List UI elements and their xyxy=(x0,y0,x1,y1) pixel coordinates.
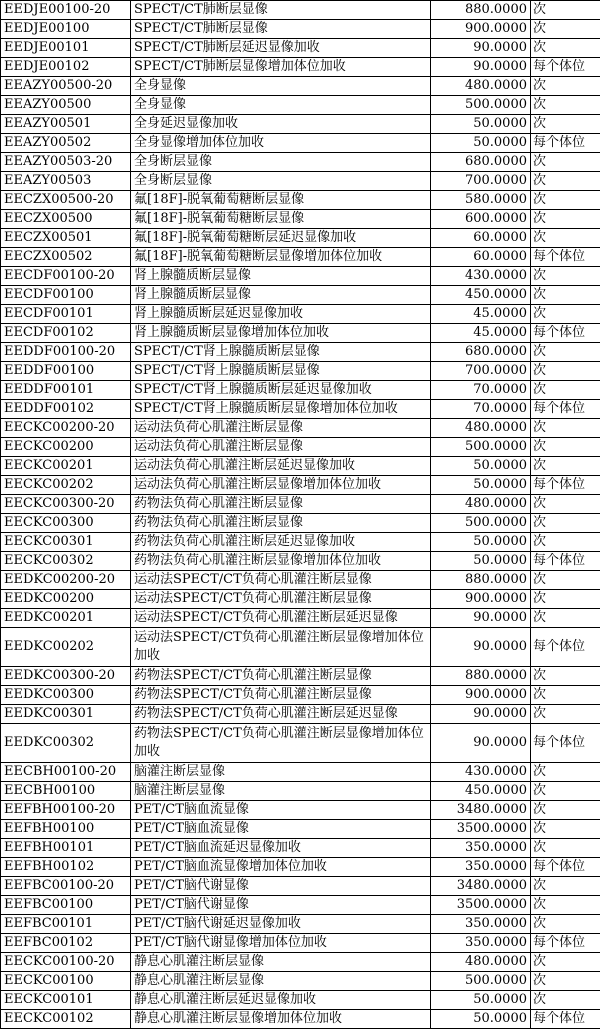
price-cell: 60.0000 xyxy=(431,229,531,248)
item-name-cell: SPECT/CT肺断层延迟显像加收 xyxy=(131,39,431,58)
unit-cell: 次 xyxy=(531,362,600,381)
table-row xyxy=(1,915,600,934)
table-row xyxy=(1,305,600,324)
item-name-cell: PET/CT脑血流延迟显像加收 xyxy=(131,839,431,858)
unit-cell: 每个体位 xyxy=(531,858,600,877)
item-name-cell: 静息心肌灌注断层显像增加体位加收 xyxy=(131,1010,431,1029)
price-cell: 3500.0000 xyxy=(431,820,531,839)
unit-cell: 次 xyxy=(531,839,600,858)
item-name-cell: 全身显像 xyxy=(131,77,431,96)
unit-cell: 次 xyxy=(531,419,600,438)
unit-cell: 每个体位 xyxy=(531,134,600,153)
price-cell: 90.0000 xyxy=(431,705,531,724)
table-row xyxy=(1,248,600,267)
price-cell: 50.0000 xyxy=(431,533,531,552)
unit-cell: 次 xyxy=(531,590,600,609)
item-name-cell: 静息心肌灌注断层显像 xyxy=(131,972,431,991)
price-cell: 480.0000 xyxy=(431,495,531,514)
code-cell: EEFBC00101 xyxy=(1,915,131,934)
code-cell: EECKC00202 xyxy=(1,476,131,495)
table-row xyxy=(1,953,600,972)
table-row xyxy=(1,96,600,115)
item-name-cell: 药物法SPECT/CT负荷心肌灌注断层延迟显像 xyxy=(131,705,431,724)
price-cell: 350.0000 xyxy=(431,934,531,953)
price-cell: 880.0000 xyxy=(431,1,531,20)
unit-cell: 次 xyxy=(531,782,600,801)
table-row xyxy=(1,210,600,229)
price-cell: 700.0000 xyxy=(431,172,531,191)
unit-cell: 次 xyxy=(531,229,600,248)
unit-cell: 每个体位 xyxy=(531,58,600,77)
code-cell: EEDKC00201 xyxy=(1,609,131,628)
code-cell: EEDKC00301 xyxy=(1,705,131,724)
table-row xyxy=(1,972,600,991)
price-cell: 450.0000 xyxy=(431,286,531,305)
code-cell: EECKC00302 xyxy=(1,552,131,571)
price-cell: 3480.0000 xyxy=(431,877,531,896)
table-row xyxy=(1,39,600,58)
code-cell: EEDDF00100 xyxy=(1,362,131,381)
unit-cell: 每个体位 xyxy=(531,934,600,953)
price-cell: 90.0000 xyxy=(431,609,531,628)
price-cell: 50.0000 xyxy=(431,115,531,134)
item-name-cell: SPECT/CT肾上腺髓质断层显像增加体位加收 xyxy=(131,400,431,419)
item-name-cell: SPECT/CT肾上腺髓质断层显像 xyxy=(131,343,431,362)
item-name-cell: 药物法负荷心肌灌注断层延迟显像加收 xyxy=(131,533,431,552)
unit-cell: 次 xyxy=(531,896,600,915)
table-row xyxy=(1,896,600,915)
unit-cell: 次 xyxy=(531,514,600,533)
price-cell: 580.0000 xyxy=(431,191,531,210)
item-name-cell: SPECT/CT肾上腺髓质断层显像 xyxy=(131,362,431,381)
price-cell: 50.0000 xyxy=(431,457,531,476)
unit-cell: 次 xyxy=(531,381,600,400)
item-name-cell: PET/CT脑血流显像 xyxy=(131,801,431,820)
price-cell: 50.0000 xyxy=(431,134,531,153)
table-row xyxy=(1,991,600,1010)
unit-cell: 每个体位 xyxy=(531,324,600,343)
code-cell: EECDF00100 xyxy=(1,286,131,305)
unit-cell: 次 xyxy=(531,267,600,286)
table-row xyxy=(1,820,600,839)
code-cell: EEAZY00503 xyxy=(1,172,131,191)
table-row xyxy=(1,609,600,628)
price-cell: 90.0000 xyxy=(431,58,531,77)
item-name-cell: 运动法负荷心肌灌注断层显像 xyxy=(131,419,431,438)
unit-cell: 每个体位 xyxy=(531,628,600,667)
unit-cell: 次 xyxy=(531,96,600,115)
code-cell: EEDKC00300 xyxy=(1,686,131,705)
item-name-cell: 运动法负荷心肌灌注断层显像增加体位加收 xyxy=(131,476,431,495)
code-cell: EEFBH00101 xyxy=(1,839,131,858)
unit-cell: 每个体位 xyxy=(531,476,600,495)
price-cell: 900.0000 xyxy=(431,686,531,705)
price-cell: 480.0000 xyxy=(431,419,531,438)
table-row xyxy=(1,267,600,286)
unit-cell: 次 xyxy=(531,705,600,724)
price-cell: 900.0000 xyxy=(431,20,531,39)
table-row xyxy=(1,801,600,820)
item-name-cell: PET/CT脑血流显像 xyxy=(131,820,431,839)
price-cell: 350.0000 xyxy=(431,858,531,877)
code-cell: EECZX00501 xyxy=(1,229,131,248)
item-name-cell: 运动法负荷心肌灌注断层延迟显像加收 xyxy=(131,457,431,476)
code-cell: EEDKC00200 xyxy=(1,590,131,609)
table-row xyxy=(1,782,600,801)
item-name-cell: SPECT/CT肺断层显像 xyxy=(131,20,431,39)
table-row xyxy=(1,400,600,419)
unit-cell: 次 xyxy=(531,495,600,514)
unit-cell: 次 xyxy=(531,438,600,457)
price-cell: 45.0000 xyxy=(431,305,531,324)
item-name-cell: 运动法SPECT/CT负荷心肌灌注断层延迟显像 xyxy=(131,609,431,628)
code-cell: EEDKC00300-20 xyxy=(1,667,131,686)
price-cell: 430.0000 xyxy=(431,763,531,782)
unit-cell: 次 xyxy=(531,915,600,934)
price-cell: 500.0000 xyxy=(431,514,531,533)
item-name-cell: 运动法SPECT/CT负荷心肌灌注断层显像 xyxy=(131,571,431,590)
table-row xyxy=(1,134,600,153)
price-cell: 680.0000 xyxy=(431,343,531,362)
price-cell: 500.0000 xyxy=(431,438,531,457)
unit-cell: 次 xyxy=(531,972,600,991)
item-name-cell: 氟[18F]-脱氧葡萄糖断层延迟显像加收 xyxy=(131,229,431,248)
code-cell: EEAZY00501 xyxy=(1,115,131,134)
item-name-cell: 全身断层显像 xyxy=(131,172,431,191)
code-cell: EEDDF00102 xyxy=(1,400,131,419)
unit-cell: 次 xyxy=(531,172,600,191)
code-cell: EEFBC00100-20 xyxy=(1,877,131,896)
unit-cell: 次 xyxy=(531,533,600,552)
table-row xyxy=(1,115,600,134)
item-name-cell: 运动法SPECT/CT负荷心肌灌注断层显像 xyxy=(131,590,431,609)
unit-cell: 次 xyxy=(531,457,600,476)
code-cell: EECKC00102 xyxy=(1,1010,131,1029)
unit-cell: 次 xyxy=(531,20,600,39)
table-row xyxy=(1,724,600,763)
price-cell: 70.0000 xyxy=(431,400,531,419)
table-row xyxy=(1,514,600,533)
item-name-cell: PET/CT脑血流显像增加体位加收 xyxy=(131,858,431,877)
price-cell: 350.0000 xyxy=(431,839,531,858)
unit-cell: 每个体位 xyxy=(531,724,600,763)
item-name-cell: 药物法SPECT/CT负荷心肌灌注断层显像 xyxy=(131,667,431,686)
item-name-cell: 药物法SPECT/CT负荷心肌灌注断层显像增加体位加收 xyxy=(131,724,431,763)
item-name-cell: 氟[18F]-脱氧葡萄糖断层显像 xyxy=(131,191,431,210)
item-name-cell: 药物法负荷心肌灌注断层显像增加体位加收 xyxy=(131,552,431,571)
table-row xyxy=(1,628,600,667)
table-row xyxy=(1,705,600,724)
unit-cell: 次 xyxy=(531,571,600,590)
price-cell: 900.0000 xyxy=(431,590,531,609)
table-row xyxy=(1,381,600,400)
table-row xyxy=(1,191,600,210)
price-cell: 700.0000 xyxy=(431,362,531,381)
price-cell: 50.0000 xyxy=(431,552,531,571)
price-cell: 430.0000 xyxy=(431,267,531,286)
code-cell: EECKC00301 xyxy=(1,533,131,552)
code-cell: EEAZY00503-20 xyxy=(1,153,131,172)
code-cell: EEDDF00101 xyxy=(1,381,131,400)
price-cell: 3480.0000 xyxy=(431,801,531,820)
table-row xyxy=(1,362,600,381)
price-cell: 50.0000 xyxy=(431,476,531,495)
table-row xyxy=(1,839,600,858)
price-cell: 90.0000 xyxy=(431,724,531,763)
item-name-cell: 全身延迟显像加收 xyxy=(131,115,431,134)
table-row xyxy=(1,495,600,514)
table-row xyxy=(1,153,600,172)
unit-cell: 次 xyxy=(531,877,600,896)
unit-cell: 次 xyxy=(531,305,600,324)
table-row xyxy=(1,877,600,896)
code-cell: EECZX00500-20 xyxy=(1,191,131,210)
table-row xyxy=(1,571,600,590)
code-cell: EECKC00201 xyxy=(1,457,131,476)
item-name-cell: SPECT/CT肺断层显像 xyxy=(131,1,431,20)
price-cell: 70.0000 xyxy=(431,381,531,400)
code-cell: EECKC00100 xyxy=(1,972,131,991)
table-row xyxy=(1,77,600,96)
table-row xyxy=(1,552,600,571)
table-row xyxy=(1,229,600,248)
code-cell: EEDJE00100-20 xyxy=(1,1,131,20)
table-row xyxy=(1,590,600,609)
price-cell: 500.0000 xyxy=(431,96,531,115)
item-name-cell: 药物法SPECT/CT负荷心肌灌注断层显像 xyxy=(131,686,431,705)
item-name-cell: 药物法负荷心肌灌注断层显像 xyxy=(131,514,431,533)
table-row xyxy=(1,343,600,362)
code-cell: EEAZY00500 xyxy=(1,96,131,115)
item-name-cell: 静息心肌灌注断层显像 xyxy=(131,953,431,972)
table-row xyxy=(1,286,600,305)
table-row xyxy=(1,934,600,953)
item-name-cell: 全身显像增加体位加收 xyxy=(131,134,431,153)
item-name-cell: PET/CT脑代谢显像 xyxy=(131,877,431,896)
item-name-cell: SPECT/CT肾上腺髓质断层延迟显像加收 xyxy=(131,381,431,400)
code-cell: EEAZY00502 xyxy=(1,134,131,153)
price-cell: 50.0000 xyxy=(431,991,531,1010)
table-row xyxy=(1,686,600,705)
code-cell: EECDF00102 xyxy=(1,324,131,343)
price-cell: 90.0000 xyxy=(431,628,531,667)
table-row xyxy=(1,1,600,20)
item-name-cell: PET/CT脑代谢延迟显像加收 xyxy=(131,915,431,934)
price-cell: 480.0000 xyxy=(431,953,531,972)
item-name-cell: 药物法负荷心肌灌注断层显像 xyxy=(131,495,431,514)
code-cell: EEDKC00200-20 xyxy=(1,571,131,590)
code-cell: EECKC00200 xyxy=(1,438,131,457)
unit-cell: 次 xyxy=(531,191,600,210)
table-row xyxy=(1,533,600,552)
item-name-cell: PET/CT脑代谢显像增加体位加收 xyxy=(131,934,431,953)
code-cell: EECKC00300 xyxy=(1,514,131,533)
item-name-cell: 肾上腺髓质断层显像 xyxy=(131,286,431,305)
unit-cell: 次 xyxy=(531,609,600,628)
unit-cell: 次 xyxy=(531,953,600,972)
unit-cell: 次 xyxy=(531,77,600,96)
table-row xyxy=(1,858,600,877)
code-cell: EEFBH00100 xyxy=(1,820,131,839)
unit-cell: 次 xyxy=(531,686,600,705)
table-row xyxy=(1,457,600,476)
unit-cell: 次 xyxy=(531,39,600,58)
code-cell: EEAZY00500-20 xyxy=(1,77,131,96)
code-cell: EECKC00200-20 xyxy=(1,419,131,438)
table-row xyxy=(1,667,600,686)
table-row xyxy=(1,763,600,782)
item-name-cell: 静息心肌灌注断层延迟显像加收 xyxy=(131,991,431,1010)
code-cell: EECBH00100-20 xyxy=(1,763,131,782)
unit-cell: 每个体位 xyxy=(531,248,600,267)
unit-cell: 次 xyxy=(531,210,600,229)
code-cell: EEDDF00100-20 xyxy=(1,343,131,362)
item-name-cell: 运动法负荷心肌灌注断层显像 xyxy=(131,438,431,457)
code-cell: EEDJE00100 xyxy=(1,20,131,39)
table-row xyxy=(1,58,600,77)
table-row xyxy=(1,1010,600,1029)
table-row xyxy=(1,324,600,343)
price-cell: 45.0000 xyxy=(431,324,531,343)
price-cell: 50.0000 xyxy=(431,1010,531,1029)
table-row xyxy=(1,172,600,191)
code-cell: EEFBH00102 xyxy=(1,858,131,877)
unit-cell: 次 xyxy=(531,820,600,839)
item-name-cell: 氟[18F]-脱氧葡萄糖断层显像增加体位加收 xyxy=(131,248,431,267)
price-cell: 500.0000 xyxy=(431,972,531,991)
unit-cell: 每个体位 xyxy=(531,552,600,571)
item-name-cell: 氟[18F]-脱氧葡萄糖断层显像 xyxy=(131,210,431,229)
unit-cell: 次 xyxy=(531,763,600,782)
table-row xyxy=(1,438,600,457)
item-name-cell: 脑灌注断层显像 xyxy=(131,763,431,782)
price-cell: 680.0000 xyxy=(431,153,531,172)
code-cell: EECZX00500 xyxy=(1,210,131,229)
code-cell: EECKC00100-20 xyxy=(1,953,131,972)
code-cell: EEDJE00101 xyxy=(1,39,131,58)
unit-cell: 次 xyxy=(531,115,600,134)
code-cell: EEDKC00202 xyxy=(1,628,131,667)
price-cell: 600.0000 xyxy=(431,210,531,229)
unit-cell: 每个体位 xyxy=(531,400,600,419)
table-row xyxy=(1,419,600,438)
item-name-cell: PET/CT脑代谢显像 xyxy=(131,896,431,915)
code-cell: EEFBC00100 xyxy=(1,896,131,915)
item-name-cell: 肾上腺髓质断层延迟显像加收 xyxy=(131,305,431,324)
table-row xyxy=(1,476,600,495)
price-cell: 60.0000 xyxy=(431,248,531,267)
unit-cell: 次 xyxy=(531,991,600,1010)
item-name-cell: SPECT/CT肺断层显像增加体位加收 xyxy=(131,58,431,77)
unit-cell: 次 xyxy=(531,343,600,362)
code-cell: EECBH00100 xyxy=(1,782,131,801)
unit-cell: 次 xyxy=(531,667,600,686)
item-name-cell: 全身显像 xyxy=(131,96,431,115)
price-cell: 350.0000 xyxy=(431,915,531,934)
code-cell: EEDKC00302 xyxy=(1,724,131,763)
unit-cell: 次 xyxy=(531,153,600,172)
code-cell: EECDF00101 xyxy=(1,305,131,324)
code-cell: EECKC00101 xyxy=(1,991,131,1010)
price-cell: 480.0000 xyxy=(431,77,531,96)
price-cell: 880.0000 xyxy=(431,667,531,686)
item-name-cell: 脑灌注断层显像 xyxy=(131,782,431,801)
item-name-cell: 肾上腺髓质断层显像增加体位加收 xyxy=(131,324,431,343)
code-cell: EECKC00300-20 xyxy=(1,495,131,514)
code-cell: EECDF00100-20 xyxy=(1,267,131,286)
item-name-cell: 肾上腺髓质断层显像 xyxy=(131,267,431,286)
price-cell: 90.0000 xyxy=(431,39,531,58)
unit-cell: 次 xyxy=(531,801,600,820)
item-name-cell: 运动法SPECT/CT负荷心肌灌注断层显像增加体位加收 xyxy=(131,628,431,667)
code-cell: EECZX00502 xyxy=(1,248,131,267)
unit-cell: 次 xyxy=(531,286,600,305)
unit-cell: 次 xyxy=(531,1,600,20)
price-cell: 880.0000 xyxy=(431,571,531,590)
price-cell: 450.0000 xyxy=(431,782,531,801)
table-row xyxy=(1,20,600,39)
price-table-body xyxy=(1,1,600,1029)
code-cell: EEFBC00102 xyxy=(1,934,131,953)
price-cell: 3500.0000 xyxy=(431,896,531,915)
code-cell: EEDJE00102 xyxy=(1,58,131,77)
item-name-cell: 全身断层显像 xyxy=(131,153,431,172)
code-cell: EEFBH00100-20 xyxy=(1,801,131,820)
unit-cell: 每个体位 xyxy=(531,1010,600,1029)
